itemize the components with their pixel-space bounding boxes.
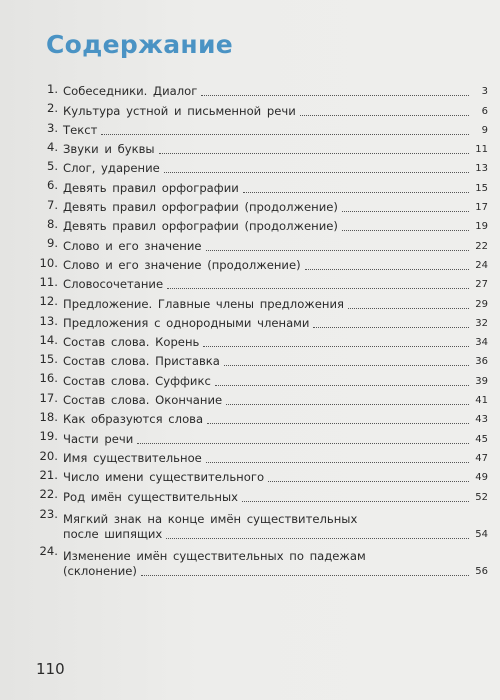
toc-entry[interactable] [32,138,488,157]
toc-entry-number: 24. [39,543,58,558]
toc-entry-number: 19. [39,429,58,444]
toc-entry[interactable] [32,80,488,99]
toc-entry-number: 20. [39,448,58,463]
toc-entry-page: 17 [475,202,488,214]
dot-leader [206,461,469,463]
toc-entry-number: 16. [39,371,58,386]
toc-entry-number: 18. [39,410,58,425]
toc-entry[interactable] [32,312,488,331]
toc-entry[interactable] [32,466,488,485]
toc-entry[interactable] [32,254,488,273]
toc-entry-title: Состав слова. Корень [63,335,200,350]
toc-entry-title: Имя существительное [63,450,202,465]
toc-entry[interactable] [32,234,488,253]
toc-entry-page: 39 [475,375,488,387]
toc-entry-page: 9 [481,124,488,136]
toc-entry-number: 5. [46,159,58,174]
toc-entry[interactable] [32,157,488,176]
toc-entry-number: 11. [39,274,58,289]
dot-leader [101,133,469,135]
toc-entry-title: Слово и его значение (продолжение) [63,257,301,272]
dot-leader [206,249,469,251]
toc-entry-title: Состав слова. Суффикс [63,373,211,388]
toc-entry-title: Звуки и буквы [63,142,155,157]
toc-entry-title: Число имени существительного [63,470,265,485]
toc-entry-page: 34 [475,337,488,349]
toc-entry-title: Слово и его значение [63,238,202,253]
toc-entry-number: 17. [39,390,58,405]
toc-entry-title: Слог, ударение [63,161,160,176]
toc-entry[interactable] [32,350,488,369]
toc-entry[interactable] [32,505,488,542]
table-of-contents [32,80,488,579]
toc-entry-title: Состав слова. Окончание [63,393,223,408]
toc-entry-page: 24 [475,259,488,271]
toc-entry[interactable] [32,542,488,579]
toc-entry-title: Предложение. Главные члены предложения [63,296,344,311]
toc-entry-page: 3 [481,86,488,98]
toc-entry-page: 15 [475,182,488,194]
toc-entry-page: 43 [475,414,488,426]
toc-entry-page: 36 [475,356,488,368]
dot-leader [313,326,469,328]
toc-entry-title-line: Изменение имён существительных по падежам [63,548,366,563]
toc-entry-number: 13. [39,313,58,328]
toc-entry-page: 47 [475,452,488,464]
toc-entry-number: 22. [39,487,58,502]
toc-entry-title: (склонение) [63,563,137,578]
toc-entry-title: после шипящих [63,526,163,541]
toc-entry[interactable] [32,408,488,427]
dot-leader [207,422,469,424]
dot-leader [300,114,469,116]
toc-entry[interactable] [32,119,488,138]
page-title: Содержание [46,30,234,59]
toc-entry-page: 19 [475,221,488,233]
toc-entry-number: 12. [39,294,58,309]
toc-entry-title: Как образуются слова [63,412,204,427]
toc-entry[interactable] [32,427,488,446]
toc-entry-title: Род имён существительных [63,489,238,504]
dot-leader [203,345,469,347]
toc-entry[interactable] [32,331,488,350]
toc-entry-title: Девять правил орфографии (продолжение) [63,219,338,234]
toc-entry-number: 9. [46,236,58,251]
toc-entry-page: 41 [475,395,488,407]
dot-leader [305,268,469,270]
toc-entry-title: Словосочетание [63,277,164,292]
toc-entry-number: 10. [39,255,58,270]
toc-entry-title: Текст [63,122,98,137]
toc-entry-number: 2. [46,101,58,116]
toc-entry-page: 29 [475,298,488,310]
toc-entry-page: 32 [475,317,488,329]
dot-leader [201,94,469,96]
toc-entry[interactable] [32,485,488,504]
toc-entry-number: 14. [39,332,58,347]
toc-entry[interactable] [32,273,488,292]
toc-entry-page: 6 [481,105,488,117]
toc-entry-title: Собеседники. Диалог [63,84,198,99]
dot-leader [224,364,469,366]
toc-entry-number: 21. [39,467,58,482]
dot-leader [137,442,469,444]
toc-entry-number: 8. [46,217,58,232]
toc-entry-page: 54 [475,528,488,540]
dot-leader [215,384,469,386]
toc-entry-page: 52 [475,491,488,503]
toc-entry-page: 22 [475,240,488,252]
toc-entry[interactable] [32,292,488,311]
dot-leader [342,229,469,231]
dot-leader [159,152,469,154]
dot-leader [242,500,469,502]
toc-entry-number: 23. [39,506,58,521]
dot-leader [268,480,469,482]
toc-entry-title: Предложения с однородными членами [63,315,310,330]
toc-entry[interactable] [32,389,488,408]
toc-entry-number: 3. [46,120,58,135]
dot-leader [226,403,469,405]
toc-entry-page: 49 [475,472,488,484]
toc-entry-title: Части речи [63,431,134,446]
toc-entry-title: Девять правил орфографии (продолжение) [63,200,338,215]
toc-entry[interactable] [32,99,488,118]
toc-entry-page: 13 [475,163,488,175]
toc-entry[interactable] [32,447,488,466]
toc-entry-page: 11 [475,144,488,156]
toc-entry-title: Девять правил орфографии [63,180,239,195]
toc-entry-number: 7. [46,197,58,212]
toc-entry-number: 15. [39,352,58,367]
toc-entry[interactable] [32,215,488,234]
toc-entry[interactable] [32,176,488,195]
dot-leader [348,307,469,309]
toc-entry-number: 4. [46,139,58,154]
toc-entry-page: 27 [475,279,488,291]
toc-entry-title-line: Мягкий знак на конце имён существительных [63,511,358,526]
dot-leader [141,574,469,576]
toc-entry[interactable] [32,196,488,215]
toc-entry-title: Культура устной и письменной речи [63,103,296,118]
toc-entry-number: 1. [46,82,58,96]
toc-entry-page: 45 [475,433,488,445]
dot-leader [342,210,469,212]
dot-leader [164,171,469,173]
dot-leader [167,287,469,289]
dot-leader [243,191,469,193]
toc-entry-page: 56 [475,565,488,577]
toc-entry-title: Состав слова. Приставка [63,354,220,369]
dot-leader [166,537,469,539]
toc-entry[interactable] [32,369,488,388]
page-number: 110 [36,660,65,678]
toc-entry-number: 6. [46,178,58,193]
